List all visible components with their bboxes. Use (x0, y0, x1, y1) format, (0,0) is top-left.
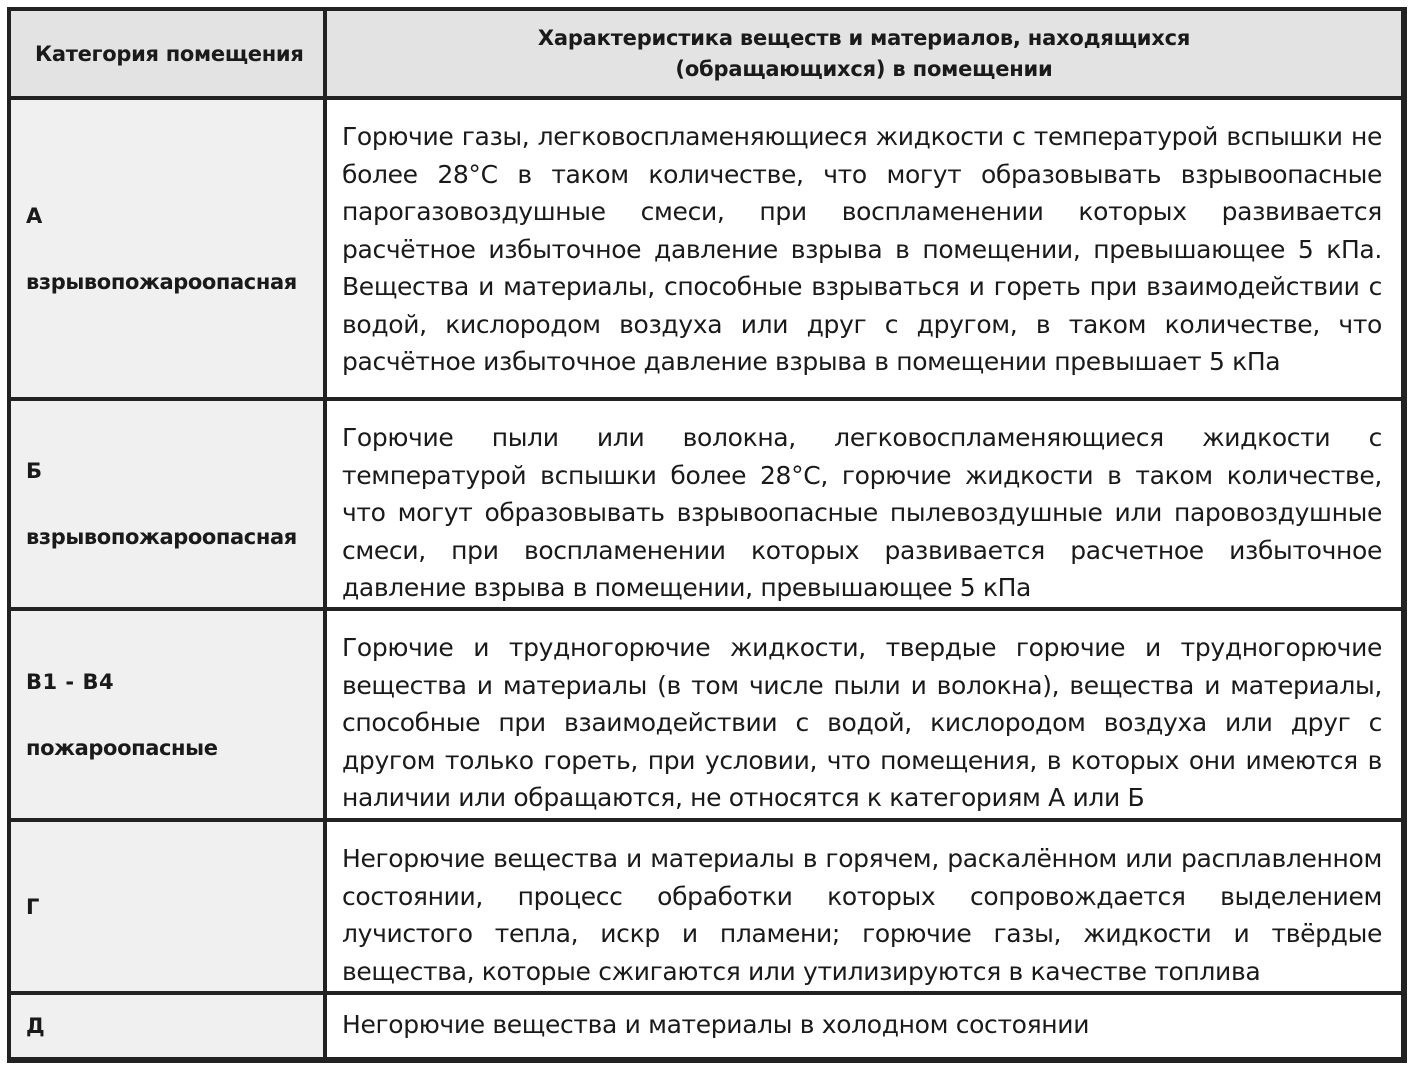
row-g-description: Негорючие вещества и материалы в горячем, раскалённом или расплавленном состоянии, процесс обработки которых сопровождается выделением лучистого тепла, искр и пламени; горючие газы, жидкости и твёрдые вещества, которые сжигаются или утилизируются в качестве топлива (327, 822, 1401, 991)
category-type: взрывопожароопасная (26, 525, 297, 549)
category-code: Б (26, 459, 43, 483)
header-category-label: Категория помещения (35, 41, 304, 66)
header-characteristic (327, 11, 1401, 96)
row-d-category (11, 995, 323, 1057)
category-table (7, 7, 1407, 1063)
row-a-category (11, 100, 323, 397)
header-characteristic-label: Характеристика веществ и материалов, находящихся (обращающихся) в помещении (537, 25, 1191, 81)
row-a-description: Горючие газы, легковоспламеняющиеся жидкости с температурой вспышки не более 28°С в таком количестве, что могут образовывать взрывоопасные парогазовоздушные смеси, при воспламенении которых развивается расчётное избыточное давление взрыва в помещении, превышающее 5 кПа. Вещества и материалы, способные взрываться и гореть при взаимодействии с водой, кислородом воздуха или друг с другом, в таком количестве, что расчётное избыточное давление взрыва в помещении превышает 5 кПа (327, 100, 1401, 397)
row-b-description: Горючие пыли или волокна, легковоспламеняющиеся жидкости с температурой вспышки более 28°С, горючие жидкости в таком количестве, что могут образовывать взрывоопасные пылевоздушные или паровоздушные смеси, при воспламенении которых развивается расчетное избыточное давление взрыва в помещении, превышающее 5 кПа (327, 401, 1401, 607)
category-code: В1 - В4 (26, 669, 115, 694)
row-v-category (11, 611, 323, 818)
category-type: пожароопасные (26, 735, 218, 760)
category-code: Д (26, 1014, 46, 1038)
header-category (11, 11, 323, 96)
row-v-description: Горючие и трудногорючие жидкости, твердые горючие и трудногорючие вещества и материалы (в том числе пыли и волокна), вещества и материалы, способные при взаимодействии с водой, кислородом воздуха или друг с другом только гореть, при условии, что помещения, в которых они имеются в наличии или обращаются, не относятся к категориям А или Б (327, 611, 1401, 818)
row-b-category (11, 401, 323, 607)
category-type: взрывопожароопасная (26, 269, 297, 294)
category-code: Г (26, 894, 40, 919)
row-d-description: Негорючие вещества и материалы в холодном состоянии (327, 995, 1401, 1057)
category-code: А (26, 203, 43, 228)
row-g-category (11, 822, 323, 991)
